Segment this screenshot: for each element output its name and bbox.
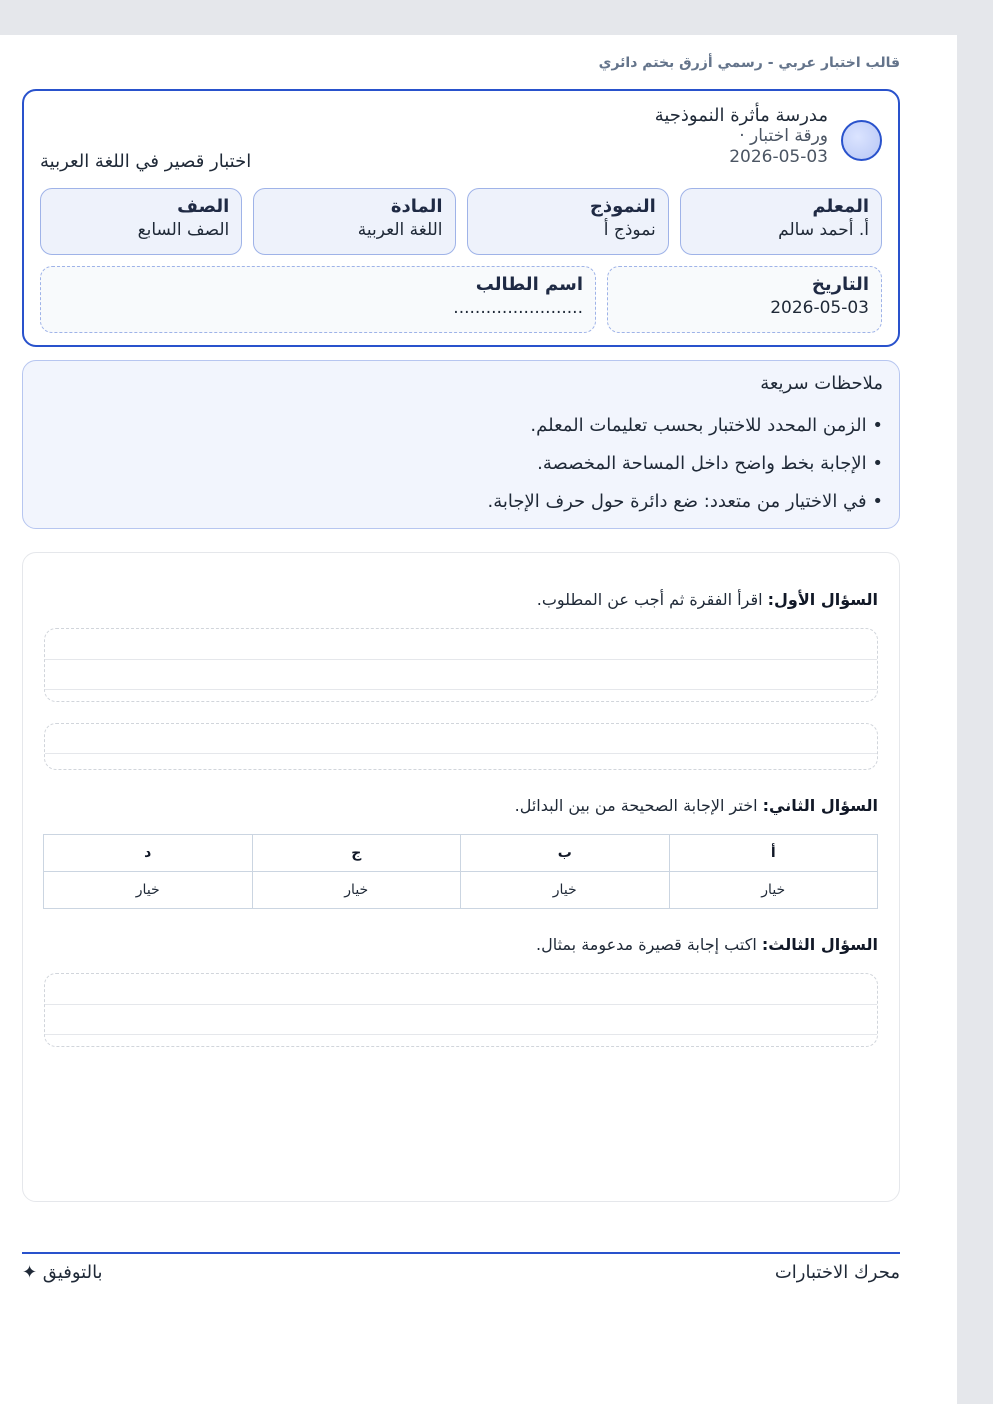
answer-area[interactable]	[44, 973, 878, 1047]
answer-line	[45, 689, 877, 690]
question-text: اختر الإجابة الصحيحة من بين البدائل.	[514, 796, 758, 815]
school-info	[655, 105, 828, 168]
circle-seal-icon	[841, 120, 882, 161]
exam-header-card	[22, 89, 900, 347]
student-name-blank[interactable]: ........................	[453, 298, 583, 318]
question-text: اقرأ الفقرة ثم أجب عن المطلوب.	[536, 590, 763, 609]
exam-title: اختبار قصير في اللغة العربية	[40, 151, 252, 172]
student-name-field[interactable]	[40, 266, 596, 333]
info-row	[40, 188, 882, 255]
info-row-2	[40, 266, 882, 333]
footer-engine-label: محرك الاختبارات	[774, 1262, 900, 1283]
question-label: السؤال الثالث:	[761, 935, 878, 954]
field-value: أ. أحمد سالم	[778, 220, 869, 240]
subject-field	[253, 188, 455, 255]
choice-letter[interactable]: ج	[252, 835, 461, 872]
date-field	[607, 266, 882, 333]
sheet-date: 2026-05-03	[729, 147, 828, 167]
field-label: الصف	[177, 196, 230, 217]
notes-card	[22, 360, 900, 529]
note-item: • الإجابة بخط واضح داخل المساحة المخصصة.	[537, 453, 883, 474]
note-item: • الزمن المحدد للاختبار بحسب تعليمات المعلم.	[530, 415, 883, 436]
field-value: 2026-05-03	[770, 298, 869, 318]
answer-area[interactable]	[44, 723, 878, 770]
note-item: • في الاختيار من متعدد: ضع دائرة حول حرف الإجابة.	[487, 491, 883, 512]
choice-letter[interactable]: أ	[669, 835, 878, 872]
answer-area[interactable]	[44, 628, 878, 702]
teacher-field	[680, 188, 882, 255]
answer-line	[45, 1034, 877, 1035]
choice-option[interactable]: خيار	[44, 872, 253, 909]
form-field	[467, 188, 669, 255]
answer-line	[45, 1004, 877, 1005]
field-value: الصف السابع	[137, 220, 230, 240]
question-1	[44, 590, 878, 609]
field-label: التاريخ	[811, 274, 869, 295]
field-label: المادة	[390, 196, 443, 217]
footer-divider	[22, 1252, 900, 1254]
field-label: المعلم	[812, 196, 869, 217]
choice-letter[interactable]: ب	[461, 835, 670, 872]
answer-line	[45, 659, 877, 660]
sheet-label: ورقة اختبار ·	[739, 126, 828, 146]
question-label: السؤال الثاني:	[762, 796, 878, 815]
question-text: اكتب إجابة قصيرة مدعومة بمثال.	[535, 935, 757, 954]
field-value: اللغة العربية	[357, 220, 443, 240]
field-label: اسم الطالب	[475, 274, 583, 295]
school-name: مدرسة مأثرة النموذجية	[654, 105, 828, 126]
notes-title: ملاحظات سريعة	[760, 373, 883, 394]
grade-field	[40, 188, 242, 255]
template-title: قالب اختبار عربي - رسمي أزرق بختم دائري	[598, 55, 900, 71]
answer-line	[45, 753, 877, 754]
questions-card	[22, 552, 900, 1202]
question-label: السؤال الأول:	[767, 590, 878, 609]
footer-good-luck: بالتوفيق ✦	[22, 1262, 103, 1283]
choice-option[interactable]: خيار	[461, 872, 670, 909]
choice-letter[interactable]: د	[44, 835, 253, 872]
right-margin-strip	[957, 35, 993, 1404]
field-value: نموذج أ	[603, 220, 656, 240]
question-3	[44, 935, 878, 954]
choices-table	[43, 834, 878, 909]
choice-option[interactable]: خيار	[669, 872, 878, 909]
field-label: النموذج	[589, 196, 656, 217]
choice-option[interactable]: خيار	[252, 872, 461, 909]
question-2	[44, 796, 878, 815]
footer	[22, 1262, 900, 1286]
